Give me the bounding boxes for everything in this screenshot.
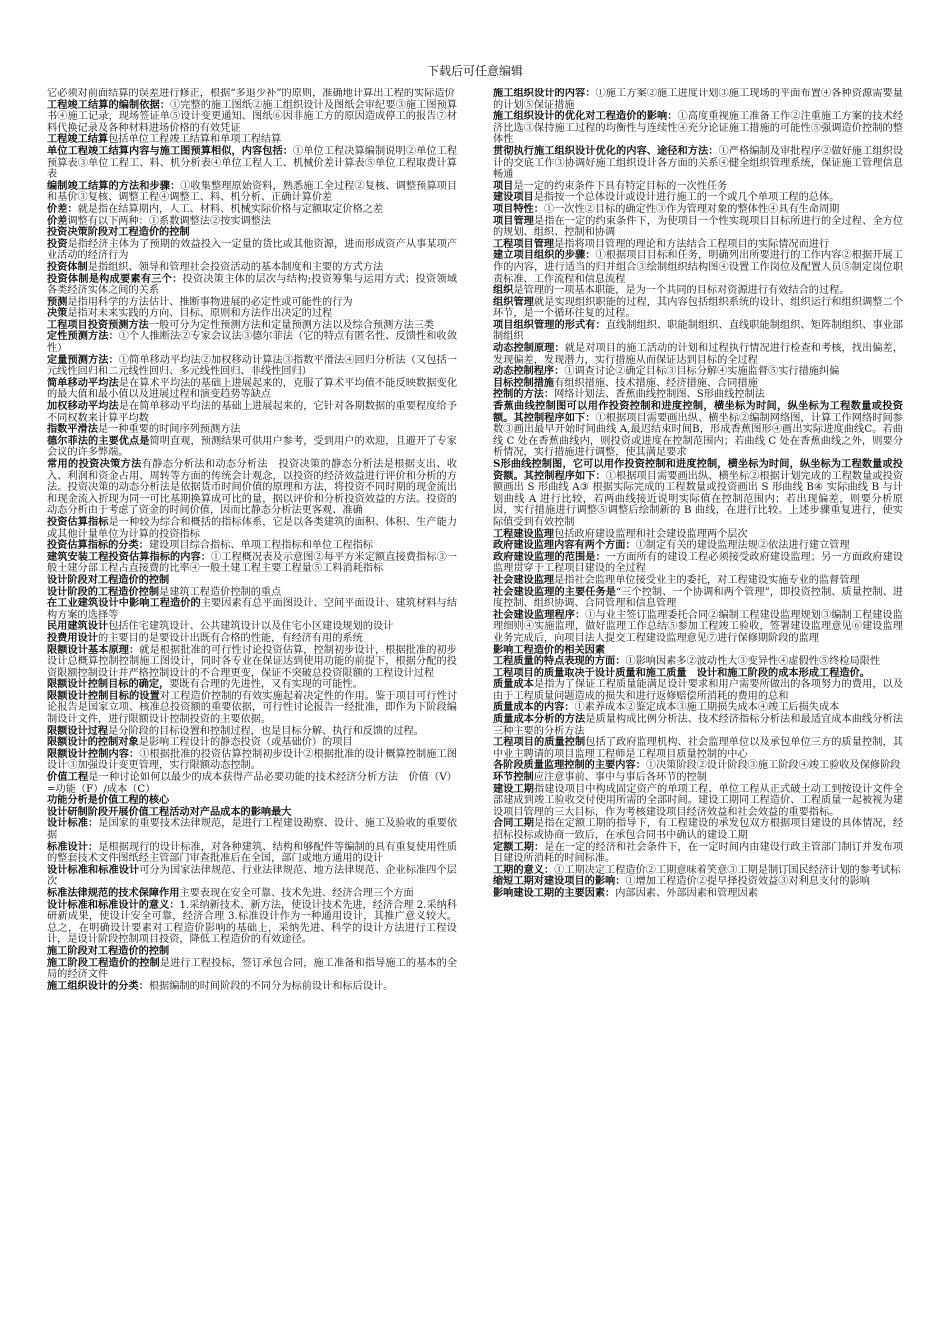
- term-text: 是一种讨论如何以最少的成本获得产品必要功能的技术经济分析方法 价值（V）=功能（F）/成本（C）: [47, 772, 457, 795]
- paragraph: [47, 517, 457, 540]
- term-text: 调整有以下两种：①系数调整法②按实调整法: [67, 215, 272, 227]
- term-text: ①工期决定工程造价②工期意味着笑意③工期是制订国民经济计划的参考试标: [554, 864, 901, 876]
- paragraph: [47, 818, 457, 841]
- term-text: 是进行工程投标，签订承包合同，施工准备和指导施工的基本的全局的经济文件: [47, 957, 457, 981]
- term-text: 就是指在结算期内，人工、材料、机械实际价格与定额取定价格之差: [77, 203, 384, 215]
- paragraph: [47, 958, 457, 981]
- paragraph: [493, 610, 903, 645]
- term-text: 是根据现行的设计标准，对各种建筑、结构和够配件等编制的具有重复使用性质的整套技术文件图纸经主管部门审查批准后在全国，部门或地方通用的设计: [47, 841, 457, 865]
- paragraph: [47, 645, 457, 680]
- term-text: 是指社会监理单位接受业主的委托，对工程建设实施专业的监督管理: [554, 574, 860, 586]
- paragraph: [47, 274, 457, 297]
- term-label: 投资体制: [47, 260, 88, 273]
- term-label: 价值工程: [47, 771, 89, 784]
- term-text: 包括了政府监理机构、社会监理单位以及承包单位三方的质量控制，其中业主聘请的项目监理工程师是工程项目质量控制的中心: [493, 737, 903, 760]
- term-label: 环节控制: [493, 771, 534, 784]
- term-text: 是指为了保证工程质量能满足设计要求和用户需要所做出的各项努力的费用，以及由于工程质量问题造成的损失和进行返修赔偿所消耗的费用的总和: [493, 679, 903, 702]
- paragraph: [47, 598, 457, 621]
- term-text: ①制定有关的建设监理法规②依法进行建立管理: [635, 540, 850, 552]
- term-text: 就是实现组织职能的过程，其内容包括组织系统的设计、组织运行和组织调整二个环节，是一个循环往复的过程。: [493, 296, 903, 320]
- term-text: 包括住宅建筑设计、公共建筑设计以及住宅小区建设规划的设计: [108, 621, 394, 633]
- paragraph: [47, 401, 457, 424]
- term-label: 预测: [47, 295, 68, 308]
- paragraph: [47, 552, 457, 575]
- term-text: 包括政府建设监理和社会建设监理两个层次: [554, 528, 748, 540]
- term-label: 功能分析是价值工程的核心: [47, 794, 170, 807]
- paragraph: [47, 981, 457, 993]
- term-label: 施工组织设计的优化对工程造价的影响：: [493, 110, 678, 123]
- paragraph: [47, 378, 457, 401]
- paragraph: [47, 436, 457, 459]
- term-text: 内部因素、外部因素和管理因素: [615, 887, 758, 899]
- term-label: 香蕉曲线控制图可以用作投资控制和进度控制，横坐标为时间，纵坐标为工程数量或投资额。其控制程序如下：: [493, 400, 903, 424]
- term-label: 工程项目管理: [493, 237, 555, 250]
- term-label: 工程竣工结算: [47, 133, 109, 146]
- paragraph: [493, 401, 903, 459]
- paragraph: [47, 204, 457, 216]
- term-label: 定量预测方法：: [47, 353, 119, 366]
- paragraph: [493, 888, 903, 900]
- term-text: 是指用科学的方法估计、推断事物进展的必定性或可能性的行为: [67, 296, 353, 308]
- term-label: 加权移动平均法: [47, 400, 119, 413]
- term-text: “三个控制、一个协调和两个管理”，即投资控制、质量控制、进度控制、组织协调、合同管理和信息管理: [493, 586, 903, 610]
- paragraph: [493, 343, 903, 366]
- term-label: 社会建设监理: [493, 573, 555, 586]
- term-label: 投资估算指标: [47, 515, 109, 528]
- term-label: S形曲线控制图，它可以用作投资控制和进度控制，横坐标为时间，纵坐标为工程数量或投资额。其控制程序如下：: [493, 458, 903, 482]
- term-text: 主要表现在安全可靠、技术先进、经济合理三个方面: [179, 887, 414, 899]
- term-text: ①单位工程决算编制说明②单位工程预算表③单位工程工、料、机分析表④单位工程人工、机械价差计算表⑤单位工程取费计算表: [47, 145, 457, 181]
- term-label: 标准设计：: [47, 840, 99, 853]
- term-label: 影响建设工期的主要因素：: [493, 886, 616, 899]
- term-label: 设计阶段对工程造价的控制: [47, 573, 170, 586]
- term-label: 标准法律规范的技术保障作用: [47, 886, 180, 899]
- term-text: ①工程概况表及示意图②每平方米定额直接费指标③一般土建分部工程占直接费的比率④一般土建工程主要工程量⑤工料消耗指标: [47, 551, 457, 575]
- left-column: [47, 88, 457, 1298]
- term-label: 各阶段质量监理控制的主要内容：: [493, 759, 646, 772]
- paragraph: [47, 239, 457, 262]
- term-text: 应注意事前、事中与事后各环节的控制: [533, 772, 707, 784]
- term-label: 质量成本的内容：: [493, 701, 575, 714]
- term-text: 要既有合理的先进性，又有实现的可能性。: [169, 679, 363, 691]
- term-text: ①严格编制及审批程序②做好施工组织设计的交底工作③协调好施工组织设计各方面的关系④健全组织管理系统，保证施工管理信息畅通: [493, 145, 903, 181]
- term-text: ①根据项目需要画出纵、横坐标②根据计划完成的工程数量或投资额画出 S 形曲线 A③ 根据实际完成的工程数量或投资画出 S 形曲线 B④ 实际曲线 B 与计划曲线 A 进行比较，若两曲线接近说明实际值在控制范围内；若出现偏差，则要分析原因，实行措施进行调整⑤调整后绘制新的 B 曲线，在进行比较。上述步骤重复进行，使实际值受到有效控制: [493, 470, 903, 528]
- term-label: 工程项目的质量取决于设计质量和施工质量 设计和施工阶段的成本形成工程造价。: [493, 666, 870, 679]
- term-text: 是指组织、领导和管理社会投资活动的基本制度和主要的方式方法: [87, 261, 384, 273]
- term-text: ①简单移动平均法②加权移动计算法③指数平滑法④回归分析法（又包括一元线性回归和二元线性回归、多元线性回归、非线性回归）: [47, 354, 457, 378]
- term-label: 投费用设计: [47, 631, 98, 644]
- term-text: 是一定的约束条件下具有特定目标的一次性任务: [513, 180, 728, 192]
- paragraph: [493, 111, 903, 146]
- term-text: ①增加工程造价②提早择投资效益③对利息支付的影响: [625, 876, 870, 888]
- term-label: 影响工程造价的相关因素: [493, 643, 606, 656]
- term-text: 是指在定额工期的指导下，有工程建设的承发包双方根据项目建设的具体情况，经招标投标或协商一致后，在承包合同书中确认的建设工期: [493, 818, 903, 841]
- term-label: 工期的意义：: [493, 863, 555, 876]
- term-label: 投资体制是构成要素有三个：: [47, 272, 183, 285]
- term-label: 建设工期: [493, 782, 535, 795]
- term-label: 项目: [493, 179, 514, 192]
- term-label: 定额工期：: [493, 840, 545, 853]
- paragraph: [47, 807, 457, 819]
- term-label: 项目组织管理的形式有：: [493, 318, 606, 331]
- term-text: ①高度重视施工准备工作②注重施工方案的技术经济比选③保持施工过程的均衡性与连续性④充分论证施工措施的可能性⑤强调造价控制的整体性: [493, 111, 903, 146]
- term-text: 是国家的重要技术法律规范，是进行工程建设勘察、设计、施工及验收的重要依据: [47, 818, 457, 841]
- term-text: 是指将项目管理的理论和方法结合工程项目的实际情况而进行: [554, 238, 830, 250]
- term-text: 它必须对前面结算的误差进行修正，根据“多退少补”的原则，准确地计算出工程的实际造价: [47, 88, 455, 99]
- paragraph: [47, 181, 457, 204]
- paragraph: [493, 679, 903, 702]
- term-label: 质量成本分析的方法: [493, 713, 586, 726]
- term-text: 就是对项目的施工活动的计划和过程执行情况进行检查和考核，找出偏差，发现偏差，发现潜力，实行措施从而保证达到目标的全过程: [493, 343, 903, 366]
- term-label: 建设项目: [493, 191, 534, 204]
- paragraph: [493, 587, 903, 610]
- term-label: 组织管理: [493, 295, 535, 308]
- term-text: 一方面所有的建设工程必须接受政府建设监理；另一方面政府建设监理贯穿于工程项目建设的全过程: [493, 551, 903, 575]
- term-text: ①根据项目需要画出纵、横坐标②编制网络图，计算工作网络时间参数③画出最早开始时间曲线 A,最迟结束时间B，形成香蕉图形④画出实际进度曲线C。若曲线 C 处在香蕉曲线内，则投资或进度在控制范围内；若曲线 C 处在香蕉曲线之外，则要分析情况，实行措施进行调整，使其满足要求: [493, 412, 903, 459]
- term-text: ①完整的施工图纸②施工组织设计及图纸会审纪要③施工图预算书④施工记录，现场签证单⑤设计变更通知、图纸⑥因非施工方的原因造成停工的报告⑦材料代换记录及各种材料进场价格的有效凭证: [47, 99, 457, 134]
- term-text: 的主要目的是要设计出既有合格的性能，有经济有用的系统: [97, 632, 363, 644]
- paragraph: [493, 88, 903, 111]
- term-label: 编制竣工结算的方法和步骤：: [47, 179, 181, 192]
- term-text: ①素养成本②鉴定成本③施工期损失成本④竣工后损失成本: [574, 702, 840, 714]
- term-label: 施工阶段对工程造价的控制: [47, 944, 170, 957]
- term-label: 限额设计控制目标的确定，: [47, 678, 170, 691]
- term-label: 限额设计控制内容：: [47, 747, 140, 760]
- term-label: 控制的方法：: [493, 388, 555, 401]
- term-label: 德尔菲法的主要优点是: [47, 434, 150, 447]
- term-text: 是在简单移动平均法的基础上进展起来的，它针对各期数据的重要程度给予不同权数来计算平均数: [47, 401, 457, 424]
- term-label: 决策: [47, 307, 68, 320]
- term-text: 网络计划法、香蕉曲线控制图、S形曲线控制法: [554, 389, 765, 401]
- term-label: 政府建设监理的范围是：: [493, 550, 606, 563]
- term-text: 一般可分为定性预测方法和定量预测方法以及综合预测方法三类: [148, 319, 435, 331]
- term-label: 施工组织设计的分类：: [47, 979, 149, 992]
- term-text: 是在一定的经济和社会条件下，在一定时间内由建设行政主管部门制订并发布项目建设所消耗的时间标准。: [493, 841, 903, 865]
- term-text: 是一种较为综合和概括的指标体系，它是以各类建筑的面积、体积、生产能力或其他计量单位为计算的投资指标: [47, 516, 457, 540]
- term-text: 主要因素有总平面图设计、空间平面设计、建筑材料与结构方案的选择等: [47, 598, 457, 621]
- term-text: ①施工方案②施工进度计划③施工现场的平面布置④各种资源需要量的计划⑤保证措施: [493, 88, 903, 111]
- term-label: 社会建设监理程序：: [493, 608, 586, 621]
- paragraph: [493, 320, 903, 343]
- term-label: 工程质量的特点表现的方面：: [493, 655, 626, 668]
- term-label: 在工业建筑设计中影响工程造价的: [47, 597, 201, 610]
- term-text: ①根据项目目标和任务，明确列出所要进行的工作内容②根据开展工作的内容，进行适当的归并组合③绘制组织结构图④设置工作岗位及配置人员⑤制定岗位职责标准、工作流程和信息流程: [493, 250, 903, 285]
- term-label: 限额设计控制目标的设置: [47, 689, 160, 702]
- paragraph: [493, 378, 903, 390]
- term-text: 是指在一定的约束条件下，为使项目一个性实现项目目标所进行的全过程、全方位的规划、组织、控制和协调: [493, 215, 903, 239]
- term-text: 简明直观，预测结果可供用户参考，受到用户的欢迎，且避开了专家会议的许多弊端。: [47, 435, 457, 459]
- term-label: 限额设计过程: [47, 724, 109, 737]
- term-label: 定性预测方法：: [47, 330, 119, 343]
- term-label: 建筑安装工程投资估算指标的内容：: [47, 550, 212, 563]
- term-label: 价差: [47, 214, 68, 227]
- term-label: 限额设计基本原理：: [47, 643, 140, 656]
- page-header: 下载后可任意编辑: [426, 64, 523, 78]
- paragraph: [493, 250, 903, 285]
- term-label: 组织: [493, 284, 514, 297]
- term-label: 设计标准和标准设计的意义：: [47, 898, 180, 911]
- term-text: 是指经济主体为了预期的效益投入一定量的货比或其他资源，进而形成资产从事某项产业活动的经济行为: [47, 238, 457, 262]
- paragraph: [493, 818, 903, 841]
- paragraph: [47, 842, 457, 865]
- term-label: 社会建设监理的主要任务是: [493, 585, 616, 598]
- term-text: 直线制组织、职能制组织、直线职能制组织、矩阵制组织、事业部制组织: [493, 319, 903, 343]
- paragraph: [493, 181, 903, 193]
- paragraph: [47, 621, 457, 633]
- paragraph: [493, 192, 903, 204]
- paragraph: [493, 216, 903, 239]
- paragraph: [493, 760, 903, 772]
- term-text: 指建设项目中构成固定资产的单项工程、单位工程从正式破土动工到按设计文件全部建成到竣工验收交付使用所需的全部时间。建设工期同工程造价、工程质量一起被视为建设项目管理的三大目标，作为考核建设项目经济效益和社会效益的重要指标。: [493, 783, 903, 818]
- term-label: 建立项目组织的步骤：: [493, 249, 596, 262]
- term-label: 项目管理: [493, 214, 535, 227]
- paragraph: [493, 285, 903, 297]
- paragraph: [47, 100, 457, 135]
- paragraph: [493, 366, 903, 378]
- term-label: 动态控制原理：: [493, 342, 565, 355]
- term-label: 指数平滑法: [47, 423, 98, 436]
- right-column: [493, 88, 903, 1298]
- term-label: 投资估算指标的分类：: [47, 539, 149, 552]
- term-label: 常用的投资决策方法: [47, 458, 142, 470]
- term-label: 施工组织设计的内容：: [493, 88, 596, 99]
- paragraph: [493, 668, 903, 680]
- term-text: ①调查讨论②确定目标③目标分解④实施监督⑤实行措施纠偏: [564, 366, 840, 378]
- term-text: 是影响工程设计的静态投资（或基础价）的项目: [138, 737, 353, 749]
- paragraph: [47, 772, 457, 795]
- term-label: 政府建设监理内容有两个方面：: [493, 539, 636, 552]
- paragraph: [47, 900, 457, 946]
- term-label: 施工阶段工程造价的控制: [47, 956, 160, 969]
- paragraph: [493, 552, 903, 575]
- paragraph: [47, 146, 457, 181]
- term-text: 是管理的一项基本职能，是为一个共同的目标对资源进行有效结合的过程。: [513, 285, 850, 297]
- term-text: ①与业主签订监理委托合同②编制工程建设监理规划③编制工程建设监理细则④实施监理，做好监理工作总结⑤参加工程竣工验收，签署建设监理意见⑥建设监理业务完成后，向项目法人提交工程建设监理意见⑦进行保修期阶段的监理: [493, 609, 903, 644]
- term-label: 贯彻执行施工组织设计优化的内容、途径和方法：: [493, 144, 719, 157]
- paragraph: [493, 737, 903, 760]
- paragraph: [493, 297, 903, 320]
- paragraph: [493, 204, 903, 216]
- term-text: 包括单位工程竣工结算和单项工程结算: [108, 134, 282, 146]
- term-text: 有组织措施、技术措施、经济措施、合同措施: [554, 377, 758, 389]
- term-label: 合同工期: [493, 817, 535, 830]
- term-text: 是指按一个总体设计或设计进行施工的一个或几个单项工程的总体。: [533, 192, 840, 204]
- term-label: 投资: [47, 237, 68, 250]
- term-text: ①个人推断法②专家会议法③德尔菲法（它的特点有匿名性、反馈性和收敛性）: [47, 331, 457, 355]
- paragraph: [47, 459, 457, 517]
- term-label: 设计研制阶段开展价值工程活动对产品成本的影响最大: [47, 805, 292, 818]
- term-text: ①一次性②目标的确定性③作为管理对象的整体性④具有生命周期: [543, 203, 840, 215]
- term-label: 价差：: [47, 202, 78, 215]
- paragraph: [493, 714, 903, 737]
- term-label: 投资决策阶段对工程造价的控制: [47, 226, 190, 239]
- term-text: 是建筑工程造价控制的重点: [159, 586, 282, 598]
- term-text: 投资决策主体的层次与结构;投资筹集与运用方式；投资领域各类经济实体之间的关系: [47, 273, 457, 297]
- term-text: ①影响因素多②波动性大③变异性④虚假性⑤终检局限性: [625, 656, 881, 668]
- term-text: ①收集整理原始资料，熟悉施工全过程②复核、调整预算项目和基价③复核、调整工程④调整工、料、机分析、正确计算价差: [47, 180, 457, 204]
- paragraph: [493, 146, 903, 181]
- term-label: 设计阶段的工程造价控制: [47, 585, 160, 598]
- paragraph: [47, 355, 457, 378]
- paragraph: [493, 842, 903, 865]
- term-text: 1.采纳新技术、新方法，使设计技术先进，经济合理 2.采纳科研新成果，使设计安全可靠，经济合理 3.标准设计作为一种通用设计，其推广意义较大。总之，在明确设计要素对工程造价影响的基础上，采纳先进、科学的设计方法进行工程设计，是设计阶段控制项目投资，降低工程造价的有效途径。: [47, 899, 457, 946]
- term-text: ①决策阶段②设计阶段③施工阶段④竣工验收及保修阶段: [645, 760, 901, 772]
- paragraph: [47, 331, 457, 354]
- term-label: 设计标准：: [47, 817, 99, 830]
- term-label: 限额设计的控制对象: [47, 736, 139, 749]
- term-text: 是质量构成比例分析法、技术经济指标分析法和最适宜成本曲线分析法三种主要的分析方法: [493, 714, 903, 737]
- term-label: 设计标准和标准设计: [47, 863, 140, 876]
- term-text: 是指对未来实践的方向、目标、原则和方法作出决定的过程: [67, 308, 333, 320]
- term-label: 工程项目的质量控制: [493, 736, 586, 749]
- term-label: 民用建筑设计: [47, 620, 109, 633]
- paragraph: [47, 749, 457, 772]
- paragraph: [493, 459, 903, 529]
- paragraph: [47, 297, 457, 309]
- paragraph: [47, 691, 457, 726]
- term-label: 单位工程竣工结算内容与施工图预算相似，内容包括：: [47, 144, 294, 157]
- term-text: 建设项目综合指标、单项工程指标和单位工程指标: [148, 540, 373, 552]
- term-label: 动态控制程序：: [493, 365, 565, 378]
- term-label: 目标控制措施: [493, 376, 555, 389]
- paragraph: [47, 865, 457, 888]
- paragraph: [47, 227, 457, 239]
- term-label: 工程项目投资预测方法: [47, 318, 149, 331]
- term-label: 工程竣工结算的编制依据：: [47, 98, 171, 111]
- term-text: 有静态分析法和动态分析法 投资决策的静态分析法是根据支出、收入、利润和资金占用、周转等方面的传统会计观念，以投资的经济效益进行评价和分析的方法。投资决策的动态分析法是依据货币时间价值的原理和方法，将投资不同时期的现金流出和现金流入折现为同一可比基期换算成可比的量，据以评价和分析投资效益的方法。投资的动态分析由于考虑了资金的时间价值，因而比静态分析法更客观、准确: [47, 459, 457, 517]
- term-text: 就是根据批准的可行性讨论投资估算，控制初步设计，根据批准的初步设计总概算控制控制施工图设计，同时各专业在保证达到使用功能的前提下，根据分配的投资限额控制设计并严格控制设计的不合理更变，保证不突破总投资限额的工程设计过程: [47, 644, 457, 679]
- term-label: 简单移动平均法: [47, 376, 119, 389]
- term-label: 质量成本: [493, 678, 535, 691]
- term-label: 项目特性：: [493, 202, 544, 215]
- term-text: 是分阶段的目标设置和控制过程，也是目标分解、执行和反馈的过程。: [108, 725, 424, 737]
- term-text: 对工程造价控制的有效实施起着决定性的作用。鉴于项目可行性讨论报告是国家立项、核准总投资额的重要依据，可行性讨论报告一经批准，即作为下阶段编制设计文件，进行限额设计控制投资的主要依据。: [47, 690, 457, 726]
- term-text: 根据编制的时间阶段的不同分为标前设计和标后设计。: [148, 980, 394, 992]
- term-text: 可分为国家法律规范、行业法律规范、地方法律规范、企业标准四个层次: [47, 864, 457, 888]
- term-label: 缩短工期对建设项目的影响：: [493, 875, 626, 888]
- term-text: ①根据批准的投资估算控制初步设计②根据批准的设计概算控制施工图设计③加强设计变更管理，实行限额动态控制。: [47, 748, 457, 772]
- paragraph: [493, 772, 903, 784]
- term-text: 是一种重要的时间序列预测方法: [97, 424, 241, 436]
- paragraph: [493, 784, 903, 819]
- term-text: 是在算术平均法的基础上进展起来的，克服了算术平均值不能反映数据变化的最大值和最小值以及进展过程和演变趋势等缺点: [47, 377, 457, 401]
- term-label: 工程建设监理: [493, 527, 555, 540]
